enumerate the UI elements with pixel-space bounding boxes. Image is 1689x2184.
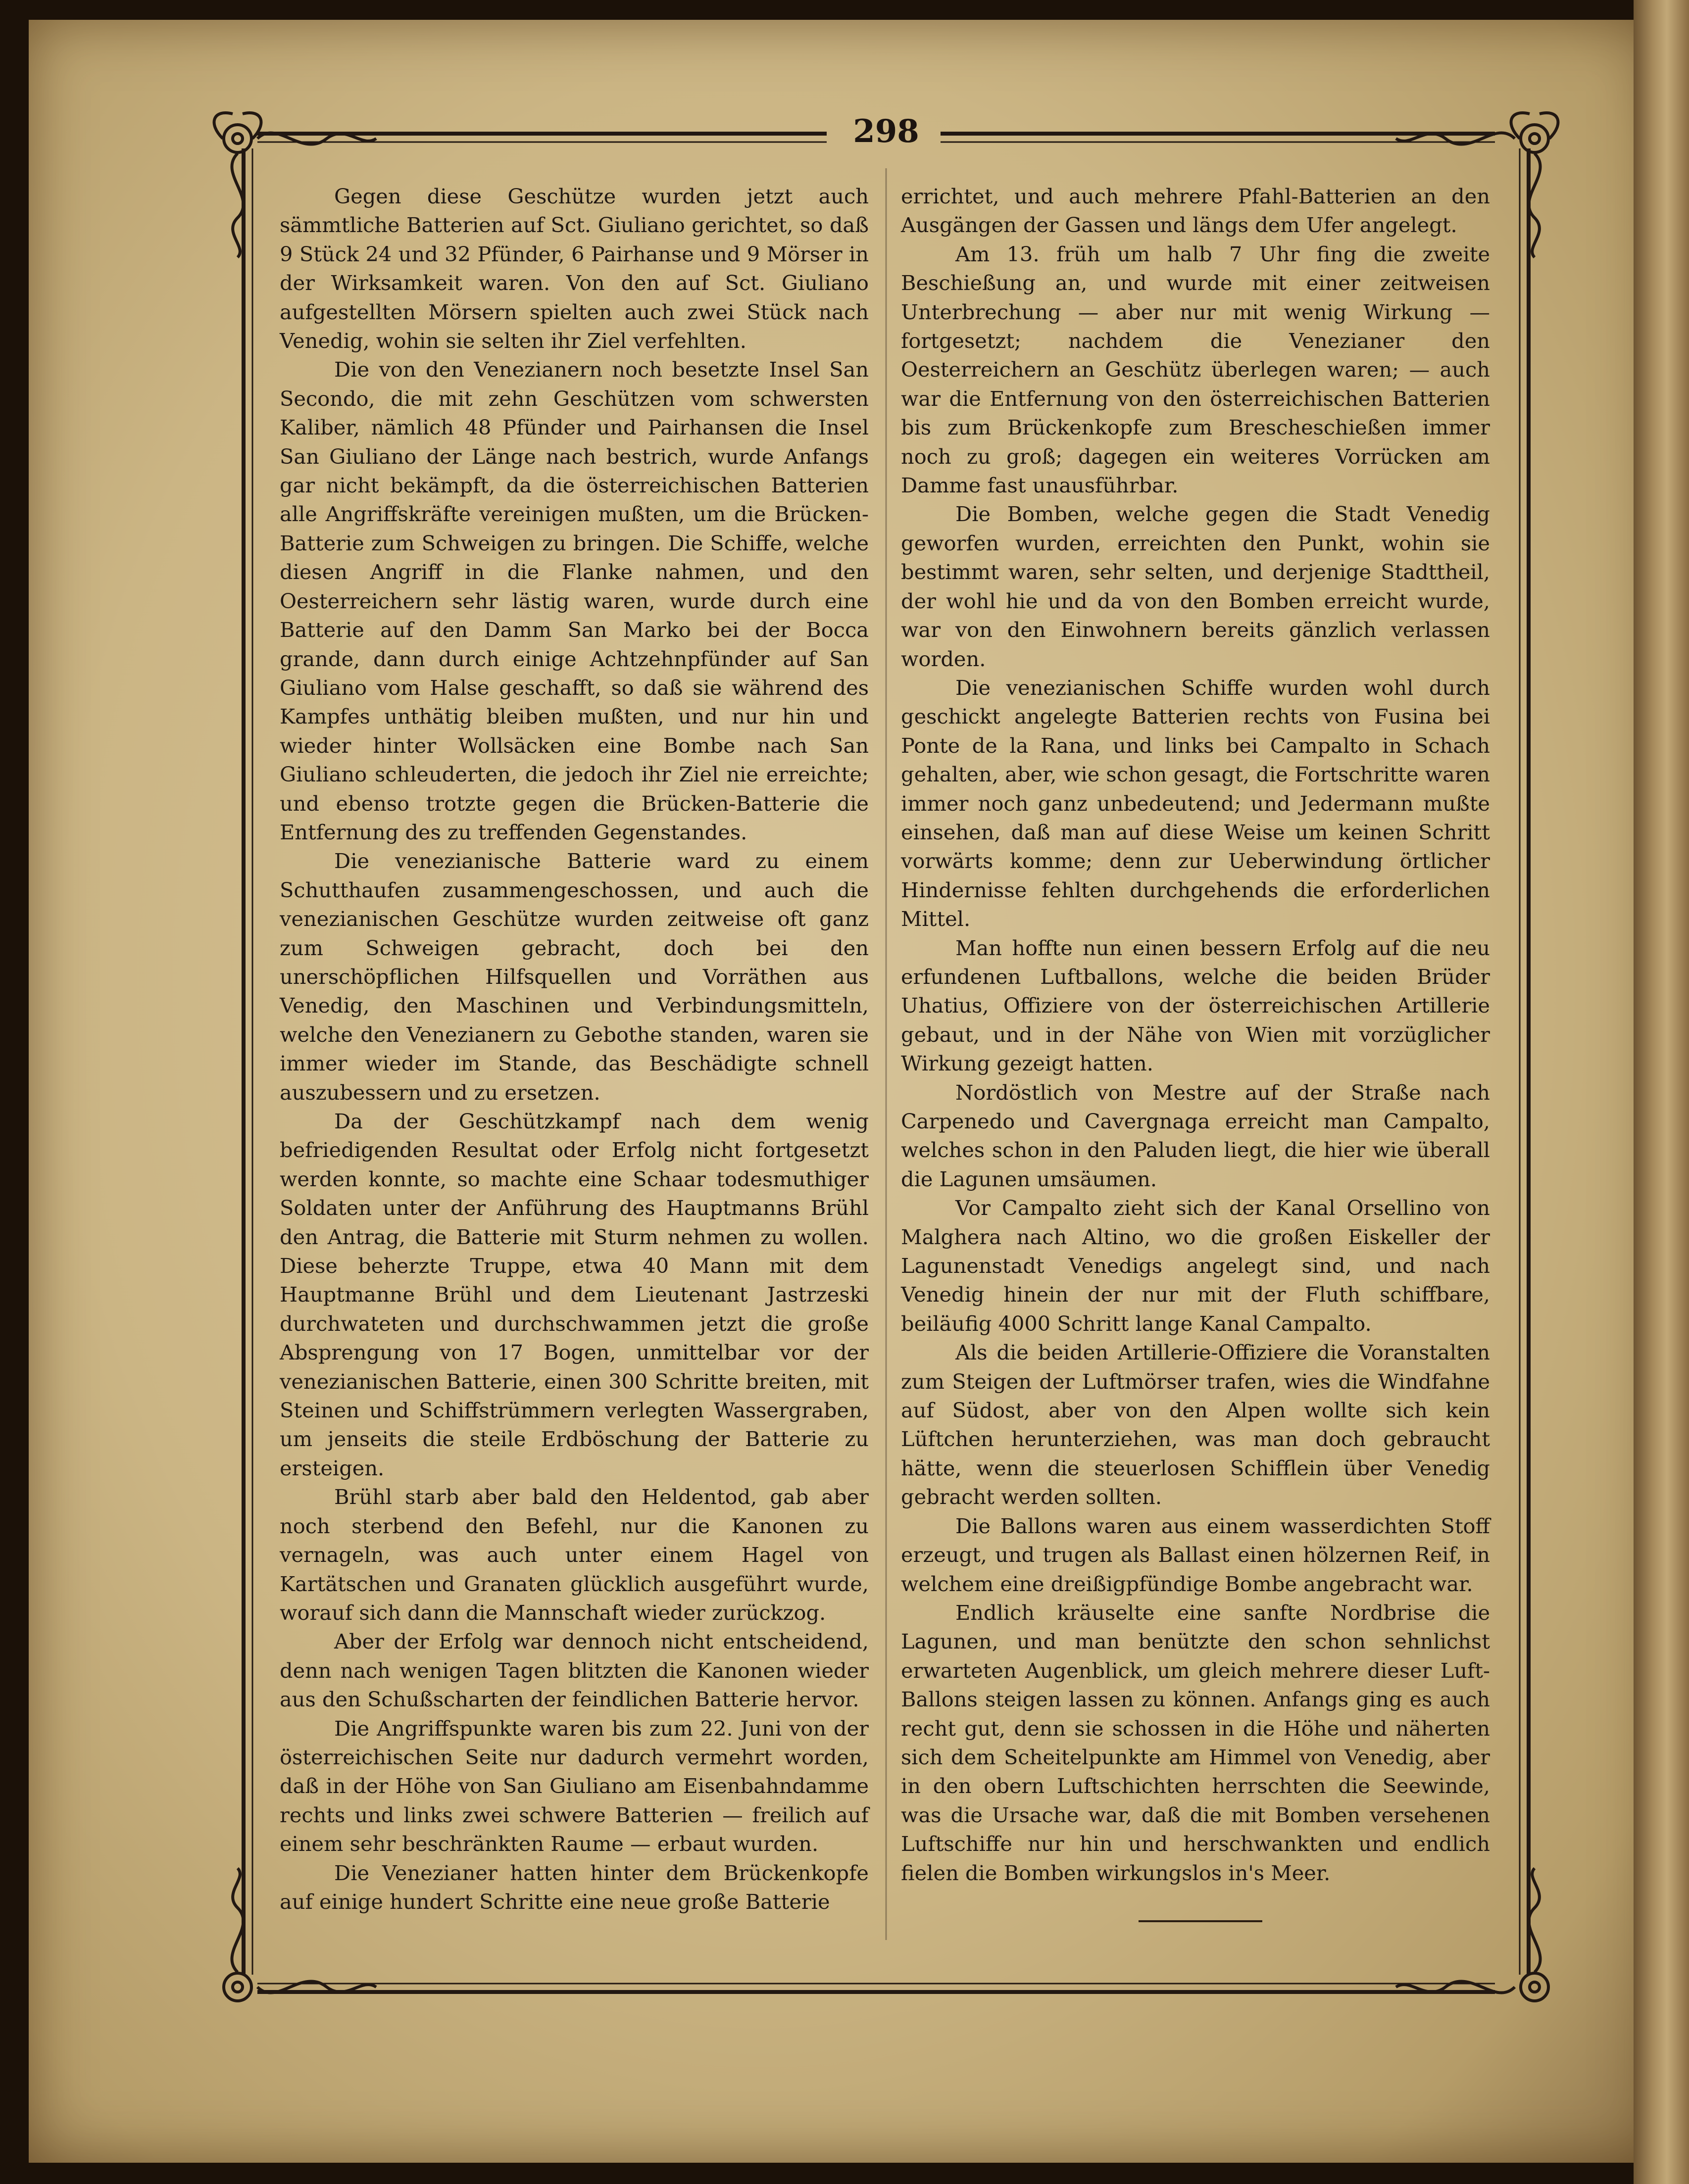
- paragraph: Vor Campalto zieht sich der Kanal Orsellino von Malghera nach Altino, wo die großen Eiskeller der Lagunenstadt Venedigs angelegt sind, und nach Venedig hinein der nur mit der Fluth schiffbare, beiläufig 4000 Schritt lange Kanal Campalto.: [901, 1196, 1490, 1336]
- page-number: 298: [853, 113, 919, 150]
- binding-spine: [1634, 0, 1689, 2184]
- paragraph: Gegen diese Geschütze wurden jetzt auch sämmtliche Batterien auf Sct. Giuliano gerichtet, so daß 9 Stück 24 und 32 Pfünder, 6 Pairhanse und 9 Mörser in der Wirksamkeit waren. Von den auf Sct. Giuliano aufgestellten Mörsern spielten auch zwei Stück nach Venedig, wohin sie selten ihr Ziel verfehlten.: [280, 184, 869, 353]
- paragraph: Aber der Erfolg war dennoch nicht entscheidend, denn nach wenigen Tagen blitzten die Kanonen wieder aus den Schußscharten der feindlichen Batterie hervor.: [280, 1629, 869, 1712]
- paragraph: Man hoffte nun einen bessern Erfolg auf die neu erfundenen Luftballons, welche die beiden Brüder Uhatius, Offiziere von der österreichischen Artillerie gebaut, und in der Nähe von Wien mit vorzüglicher Wirkung gezeigt hatten.: [901, 935, 1490, 1076]
- end-rule: [1139, 1920, 1262, 1922]
- paragraph: Als die beiden Artillerie-Offiziere die Voranstalten zum Steigen der Luftmörser trafen, wies die Windfahne auf Südost, aber von den Alpen wollte sich kein Lüftchen herunterziehen, was man doch gebraucht hätte, wenn die steuerlosen Schifflein über Venedig gebracht werden sollten.: [901, 1340, 1490, 1509]
- paragraph: Die venezianische Batterie ward zu einem Schutthaufen zusammengeschossen, und auch die venezianischen Geschütze wurden zeitweise oft ganz zum Schweigen gebracht, doch bei den unerschöpflichen Hilfsquellen und Vorräthen aus Venedig, den Maschinen und Verbindungsmitteln, welche den Venezianern zu Gebothe standen, waren sie immer wieder im Stande, das Beschädigte schnell auszubessern und zu ersetzen.: [280, 849, 869, 1105]
- right-column: [901, 182, 1490, 1888]
- paragraph: Die von den Venezianern noch besetzte Insel San Secondo, die mit zehn Geschützen vom schwersten Kaliber, nämlich 48 Pfünder und Pairhansen die Insel San Giuliano der Länge nach bestrich, wurde Anfangs gar nicht bekämpft, da die österreichischen Batterien alle Angriffskräfte vereinigen mußten, um die Brücken-Batterie zum Schweigen zu bringen. Die Schiffe, welche diesen Angriff in die Flanke nahmen, und den Oesterreichern sehr lästig waren, wurde durch eine Batterie auf den Damm San Marko bei der Bocca grande, dann durch einige Achtzehnpfünder auf San Giuliano vom Halse geschafft, so daß sie während des Kampfes unthätig bleiben mußten, und nur hin und wieder hinter Wollsäcken eine Bombe nach San Giuliano schleuderten, die jedoch ihr Ziel nie erreichte; und ebenso trotzte gegen die Brücken-Batterie die Entfernung des zu treffenden Gegenstandes.: [280, 357, 869, 844]
- paragraph-continued: errichtet, und auch mehrere Pfahl-Batterien an den Ausgängen der Gassen und längs dem Ufer angelegt.: [901, 184, 1490, 238]
- paragraph: Nordöstlich von Mestre auf der Straße nach Carpenedo und Cavergnaga erreicht man Campalto, welches schon in den Paluden liegt, die hier wie überall die Lagunen umsäumen.: [901, 1080, 1490, 1191]
- paragraph: Die Ballons waren aus einem wasserdichten Stoff erzeugt, und trugen als Ballast einen hölzernen Reif, in welchem eine dreißigpfündige Bombe angebracht war.: [901, 1513, 1490, 1596]
- paragraph: Endlich kräuselte eine sanfte Nordbrise die Lagunen, und man benützte den schon sehnlichst erwarteten Augenblick, um gleich mehrere dieser Luft-Ballons steigen lassen zu können. Anfangs ging es auch recht gut, denn sie schossen in die Höhe und näherten sich dem Scheitelpunkte am Himmel von Venedig, aber in den obern Luftschichten herrschten die Seewinde, was die Ursache war, daß die mit Bomben versehenen Luftschiffe nur hin und herschwankten und endlich fielen die Bomben wirkungslos in's Meer.: [901, 1600, 1490, 1885]
- paragraph: Brühl starb aber bald den Heldentod, gab aber noch sterbend den Befehl, nur die Kanonen zu vernageln, was auch unter einem Hagel von Kartätschen und Granaten glücklich ausgeführt wurde, worauf sich dann die Mannschaft wieder zurückzog.: [280, 1485, 869, 1625]
- paragraph: Am 13. früh um halb 7 Uhr fing die zweite Beschießung an, und wurde mit einer zeitweisen Unterbrechung — aber nur mit wenig Wirkung — fortgesetzt; nachdem die Venezianer den Oesterreichern an Geschütz überlegen waren; — auch war die Entfernung von den österreichischen Batterien bis zum Brückenkopfe zum Brescheschießen immer noch zu groß; dagegen ein weiteres Vorrücken am Damme fast unausführbar.: [901, 242, 1490, 498]
- left-column: [280, 182, 869, 1916]
- paragraph: Da der Geschützkampf nach dem wenig befriedigenden Resultat oder Erfolg nicht fortgesetzt werden konnte, so machte eine Schaar todesmuthiger Soldaten unter der Anführung des Hauptmanns Brühl den Antrag, die Batterie mit Sturm nehmen zu wollen. Diese beherzte Truppe, etwa 40 Mann mit dem Hauptmanne Brühl und dem Lieutenant Jastrzeski durchwateten und durchschwammen jetzt die große Absprengung von 17 Bogen, unmittelbar vor der venezianischen Batterie, einen 300 Schritte breiten, mit Steinen und Schiffstrümmern verlegten Wassergraben, um jenseits die steile Erdböschung der Batterie zu ersteigen.: [280, 1109, 869, 1480]
- paragraph: Die venezianischen Schiffe wurden wohl durch geschickt angelegte Batterien rechts von Fusina bei Ponte de la Rana, und links bei Campalto in Schach gehalten, aber, wie schon gesagt, die Fortschritte waren immer noch ganz unbedeutend; und Jedermann mußte einsehen, daß man auf diese Weise um keinen Schritt vorwärts komme; denn zur Ueberwindung örtlicher Hindernisse fehlten durchgehends die erforderlichen Mittel.: [901, 675, 1490, 931]
- paragraph: Die Angriffspunkte waren bis zum 22. Juni von der österreichischen Seite nur dadurch vermehrt worden, daß in der Höhe von San Giuliano am Eisenbahndamme rechts und links zwei schwere Batterien — freilich auf einem sehr beschränkten Raume — erbaut wurden.: [280, 1716, 869, 1856]
- paragraph: Die Venezianer hatten hinter dem Brückenkopfe auf einige hundert Schritte eine neue große Batterie: [280, 1860, 869, 1914]
- paragraph: Die Bomben, welche gegen die Stadt Venedig geworfen wurden, erreichten den Punkt, wohin sie bestimmt waren, sehr selten, und derjenige Stadttheil, der wohl hie und da von den Bomben erreicht wurde, war von den Einwohnern bereits gänzlich verlassen worden.: [901, 502, 1490, 671]
